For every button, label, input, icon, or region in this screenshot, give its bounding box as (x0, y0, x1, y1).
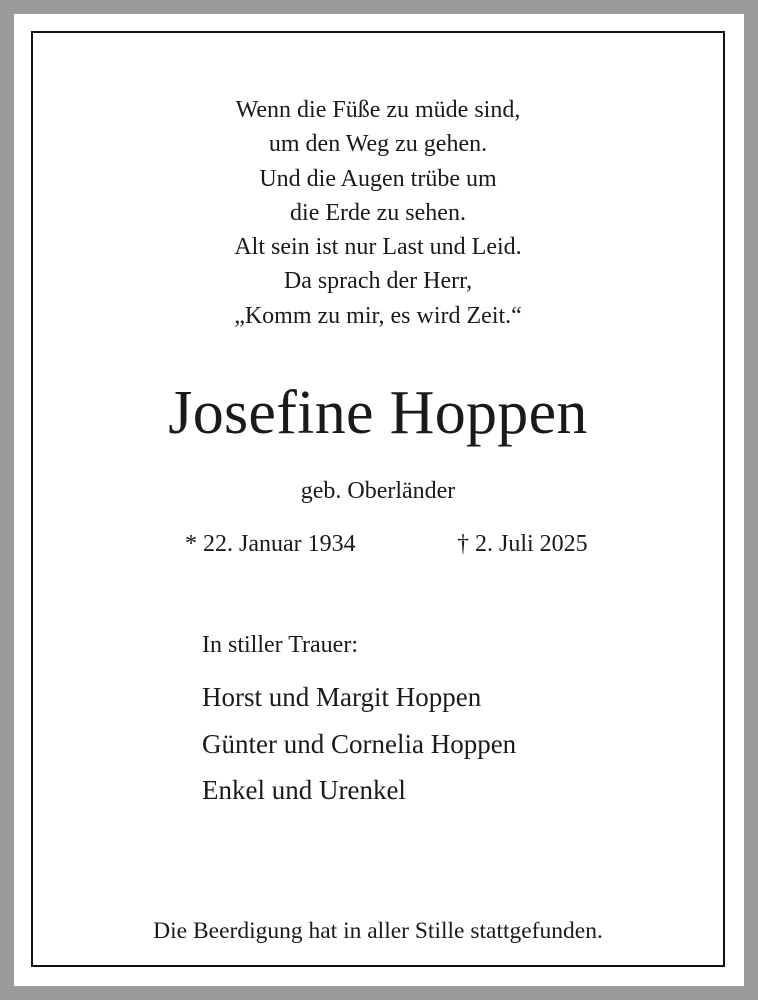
poem-line: „Komm zu mir, es wird Zeit.“ (234, 302, 522, 329)
mourner-entry: Horst und Margit Hoppen (202, 682, 482, 712)
mourning-heading: In stiller Trauer: (202, 632, 358, 658)
deceased-name: Josefine Hoppen (168, 379, 588, 447)
mourner-entry: Günter und Cornelia Hoppen (202, 728, 517, 759)
poem-line: Und die Augen trübe um (259, 165, 497, 192)
poem-line: Da sprach der Herr, (283, 268, 473, 295)
poem-line: um den Weg zu gehen. (268, 131, 488, 158)
maiden-name: geb. Oberländer (300, 478, 456, 504)
birth-date: * 22. Januar 1934 (185, 531, 356, 557)
poem-line: die Erde zu sehen. (290, 199, 466, 226)
poem-line: Wenn die Füße zu müde sind, (235, 97, 521, 123)
poem (33, 93, 723, 333)
mourner-entry: Enkel und Urenkel (202, 775, 406, 805)
notice-border (31, 31, 725, 967)
mourners-list (202, 674, 516, 814)
funeral-note: Die Beerdigung hat in aller Stille stattgefunden. (153, 918, 603, 944)
death-date: † 2. Juli 2025 (457, 531, 588, 557)
poem-line: Alt sein ist nur Last und Leid. (234, 234, 522, 261)
obituary-notice (14, 14, 744, 986)
